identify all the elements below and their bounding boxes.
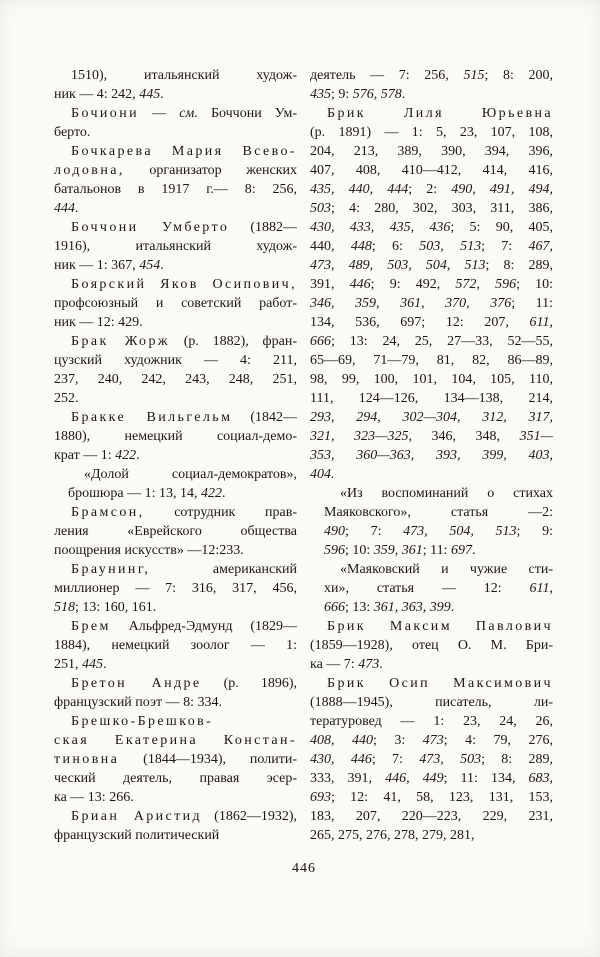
index-line [54,85,297,104]
text-segment: французский поэт — 8: 334. [54,695,222,710]
text-segment: (1842— [232,410,297,425]
text-segment: 435 [310,87,331,102]
text-segment: Брамсон, [71,505,145,520]
index-entry [310,66,553,104]
text-segment: . [75,201,79,216]
text-segment: 440, [310,239,351,254]
index-line [310,180,553,199]
text-segment: 666 [310,334,331,349]
index-text-block [54,66,554,845]
text-segment: ; 10: [516,277,553,292]
text-segment: (р. 1882), фран- [169,334,297,349]
text-segment: 473, 503 [419,752,482,767]
index-line [54,389,297,408]
index-line [310,579,553,598]
text-segment: 490, 491, 494, [451,182,553,197]
index-line [310,123,553,142]
text-segment: 596 [324,543,345,558]
text-segment: ; 13: [345,600,374,615]
text-segment: (1859—1928), отец О. М. Бри- [310,638,553,653]
text-segment: Боччони Ум- [197,106,297,121]
text-segment: 503 [310,201,331,216]
text-segment: 448 [350,239,372,254]
index-entry [54,712,297,807]
index-entry [54,408,297,465]
text-segment: хи», статья — 12: [324,581,530,596]
index-line [310,617,553,636]
text-segment: ; 2: [408,182,452,197]
index-line [54,826,297,845]
index-line [310,104,553,123]
text-segment: ; 11: [422,543,452,558]
text-segment: 98, 99, 100, 101, 104, 105, 110, [310,372,553,387]
index-line [54,351,297,370]
index-column-left [54,66,297,845]
index-line [310,332,553,351]
text-segment: см. [179,106,198,121]
index-line [310,256,553,275]
text-segment: ник — 1: 367, [54,258,140,273]
index-entry [54,674,297,712]
index-entry [54,617,297,674]
text-segment: 1880), немецкий социал-демо- [54,429,297,444]
index-entry [54,104,297,142]
text-segment: 252. [54,391,79,406]
index-line [310,313,553,332]
text-segment: . [136,448,140,463]
text-segment: Бракке Вильгельм [71,410,233,425]
text-segment: 422 [200,486,222,501]
text-segment: 361, 363, 399 [373,600,451,615]
index-line [310,237,553,256]
index-line [310,560,553,579]
text-segment: (1844—1934), полити- [119,752,297,767]
text-segment: 391, [310,277,350,292]
index-line [54,142,297,161]
text-segment: французский политический [54,828,220,843]
index-line [310,484,553,503]
index-line [54,750,297,769]
text-segment: ; 5: 90, 405, [450,220,553,235]
index-line [310,66,553,85]
text-segment: крат — 1: [54,448,116,463]
index-line [310,294,553,313]
index-line [54,503,297,522]
index-line [54,465,297,484]
text-segment: . [160,258,164,273]
text-segment: 454 [139,258,161,273]
index-line [310,142,553,161]
text-segment: ; 9: [516,524,553,539]
text-segment: ка — 7: [310,657,359,672]
index-entry [54,560,297,617]
index-line [310,826,553,845]
text-segment: 1916), итальянский худож- [54,239,297,254]
text-segment: берто. [54,125,91,140]
text-segment: 351— [519,429,553,444]
text-segment: 333, 391, [310,771,386,786]
text-segment: 473, 504, 513 [403,524,517,539]
text-segment: 490 [324,524,345,539]
text-segment: брошюра — 1: 13, 14, [68,486,201,501]
index-line [54,807,297,826]
index-line [310,161,553,180]
index-line [310,807,553,826]
index-line [310,465,553,484]
text-segment: 473 [358,657,380,672]
text-segment: Брак Жорж [71,334,170,349]
text-segment: ; 8: 289, [485,258,553,273]
text-segment: «Маяковский и чужие сти- [340,562,553,577]
text-segment: ; 13: 160, 161. [75,600,157,615]
text-segment: миллионер — 7: 316, 317, 456, [54,581,297,596]
index-line [310,674,553,693]
text-segment: ; 9: [331,87,353,102]
index-line [310,598,553,617]
index-line [54,788,297,807]
text-segment: (1882— [229,220,297,235]
index-column-right [310,66,553,845]
text-segment: Брик Лиля Юрьевна [327,106,553,121]
text-segment: Брик Осип Максимович [327,676,553,691]
index-line [310,712,553,731]
text-segment: ; 6: [371,239,420,254]
text-segment: ; 7: [481,239,529,254]
text-segment: «Из воспоминаний о стихах [340,486,553,501]
text-segment: 265, 275, 276, 278, 279, 281, [310,828,475,843]
text-segment: 446 [349,277,371,292]
index-line [54,541,297,560]
text-segment: 444 [54,201,75,216]
index-entry [54,142,297,218]
text-segment: ; 4: 79, 276, [443,733,553,748]
index-line [54,655,297,674]
text-segment: Брик Максим Павлович [327,619,553,634]
text-segment: 404. [310,467,335,482]
index-line [310,85,553,104]
text-segment: Бочиони [71,106,139,121]
text-segment: 683, [528,771,553,786]
text-segment: сотрудник прав- [144,505,297,520]
text-segment: 515 [463,68,485,83]
text-segment: ления «Еврейского общества [54,524,297,539]
index-entry [54,218,297,275]
index-line [54,693,297,712]
text-segment: Боччони Умберто [71,220,230,235]
index-line [310,389,553,408]
index-line [54,294,297,313]
text-segment: Маяковского», статья —2: [324,505,553,520]
text-segment: 422 [115,448,137,463]
index-line [310,788,553,807]
index-line [310,218,553,237]
text-segment: 503, 513 [419,239,482,254]
index-line [54,180,297,199]
text-segment: 693 [310,790,331,805]
text-segment: 408, 440 [310,733,373,748]
page-number: 446 [292,861,316,876]
text-segment: ; 7: [371,752,420,767]
text-segment: ; 4: 280, 302, 303, 311, 386, [331,201,553,216]
text-segment: ; 11: [511,296,553,311]
index-line [54,427,297,446]
index-line [310,446,553,465]
text-segment: ; 10: [345,543,374,558]
text-segment: 518 [54,600,75,615]
text-segment: ; 3: [373,733,423,748]
text-segment: 111, 124—126, 134—138, 214, [310,391,553,406]
text-segment: организатор женских [124,163,297,178]
text-segment: ; 9: 492, [370,277,456,292]
text-segment: (р. 1891) — 1: 5, 23, 107, 108, [310,125,553,140]
index-line [54,769,297,788]
text-segment: американский [150,562,297,577]
text-segment: 467, [528,239,553,254]
text-segment: 697 [451,543,473,558]
text-segment: 666 [324,600,345,615]
text-segment: ; 7: [345,524,404,539]
text-segment: 611, [529,581,553,596]
text-segment: — [139,106,180,121]
index-entry [54,465,297,503]
index-line [54,579,297,598]
index-line [310,731,553,750]
index-line [54,199,297,218]
text-segment: ник — 4: 242, [54,87,140,102]
text-segment: . [379,657,383,672]
index-line [54,712,297,731]
text-segment: Брешко-Брешков- [71,714,214,729]
text-segment: 576, 578 [352,87,402,102]
text-segment: 134, 536, 697; 12: 207, [310,315,530,330]
index-line [310,655,553,674]
text-segment: профсоюзный и советский работ- [54,296,297,311]
index-line [310,351,553,370]
text-segment: 407, 408, 410—412, 414, 416, [310,163,553,178]
text-segment: ская Екатерина Констан- [54,733,297,748]
index-entry [54,275,297,332]
index-entry [310,617,553,674]
text-segment: деятель — 7: 256, [310,68,464,83]
index-line [54,617,297,636]
index-line [54,446,297,465]
index-line [54,256,297,275]
text-segment: цузский художник — 4: 211, [54,353,297,368]
text-segment: 237, 240, 242, 243, 248, 251, [54,372,297,387]
index-line [310,408,553,427]
index-line [310,750,553,769]
text-segment: Брем [71,619,111,634]
index-line [54,408,297,427]
text-segment: ; 13: 24, 25, 27—33, 52—55, [331,334,553,349]
index-line [54,123,297,142]
index-line [54,313,297,332]
index-line [310,427,553,446]
text-segment: 353, 360—363, 393, 399, 403, [310,448,553,463]
text-segment: Бриан Аристид [71,809,203,824]
text-segment: . [221,486,226,501]
text-segment: 346, 348, [411,429,520,444]
text-segment: 1510), итальянский худож- [71,68,297,83]
index-line [54,636,297,655]
index-line [310,275,553,294]
text-segment: Бочкарева Мария Всево- [71,144,297,159]
text-segment: 321, 323—325, [310,429,412,444]
text-segment: Альфред-Эдмунд (1829— [110,619,297,634]
index-line [54,275,297,294]
text-segment: 251, [54,657,82,672]
text-segment: «Долой социал-демократов», [84,467,297,482]
index-line [310,541,553,560]
text-segment: 445 [139,87,161,102]
index-line [54,66,297,85]
index-line [310,370,553,389]
text-segment: 346, 359, 361, 370, 376 [310,296,512,311]
text-segment: (1862—1932), [202,809,297,824]
index-line [310,636,553,655]
text-segment: 435, 440, 444 [310,182,409,197]
text-segment: 65—69, 71—79, 81, 82, 86—89, [310,353,553,368]
text-segment: (р. 1896), [201,676,297,691]
text-segment: 611, [529,315,553,330]
index-line [54,218,297,237]
text-segment: 473, 489, 503, 504, 513 [310,258,486,273]
text-segment: 430, 446 [310,752,372,767]
text-segment: тературовед — 1: 23, 24, 26, [310,714,553,729]
text-segment: . [103,657,107,672]
text-segment: Браунинг, [71,562,151,577]
text-segment: ник — 12: 429. [54,315,143,330]
index-line [54,237,297,256]
text-segment: 473 [422,733,444,748]
index-entry [310,484,553,560]
text-segment: батальонов в 1917 г.— 8: 256, [54,182,297,197]
index-line [54,332,297,351]
text-segment: 445 [82,657,103,672]
text-segment: 446, 449 [385,771,444,786]
index-line [54,484,297,503]
index-line [54,598,297,617]
text-segment: ; 11: 134, [443,771,529,786]
index-line [54,560,297,579]
index-line [54,161,297,180]
text-segment: ческий деятель, правая эсер- [54,771,297,786]
text-segment: 572, 596 [455,277,517,292]
index-entry [54,66,297,104]
index-entry [54,503,297,560]
index-entry [310,104,553,484]
text-segment: ка — 13: 266. [54,790,134,805]
text-segment: Боярский Яков Осипович, [71,277,297,292]
text-segment: 430, 433, 435, 436 [310,220,451,235]
text-segment: ; 8: 289, [481,752,553,767]
text-segment: . [160,87,164,102]
index-line [310,199,553,218]
text-segment: 204, 213, 389, 390, 394, 396, [310,144,553,159]
index-line [54,370,297,389]
index-line [310,693,553,712]
text-segment: ; 8: 200, [484,68,553,83]
index-line [54,731,297,750]
index-entry [310,674,553,845]
text-segment: 359, 361 [373,543,423,558]
index-entry [310,560,553,617]
text-segment: (1888—1945), писатель, ли- [310,695,553,710]
index-line [310,503,553,522]
index-line [310,769,553,788]
text-segment: поощрения искусств» —12:233. [54,543,244,558]
text-segment: Бретон Андре [71,676,202,691]
text-segment: тиновна [54,752,120,767]
text-segment: 183, 207, 220—223, 229, 231, [310,809,553,824]
text-segment: 1884), немецкий зоолог — 1: [54,638,297,653]
text-segment: . [450,600,455,615]
index-entry [54,332,297,408]
text-segment: . [472,543,476,558]
text-segment: лодовна, [54,163,125,178]
text-segment: . [401,87,406,102]
text-segment: ; 12: 41, 58, 123, 131, 153, [331,790,553,805]
index-line [310,522,553,541]
index-line [54,104,297,123]
index-line [54,674,297,693]
index-entry [54,807,297,845]
text-segment: 293, 294, 302—304, 312, 317, [310,410,553,425]
index-line [54,522,297,541]
